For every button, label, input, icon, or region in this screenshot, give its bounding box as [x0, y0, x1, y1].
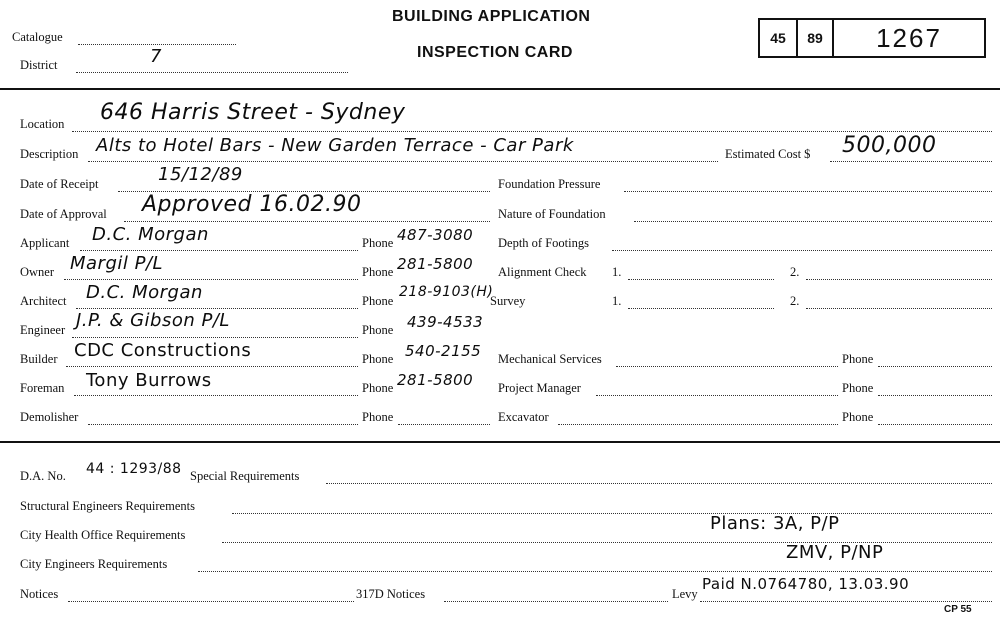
engineer-phone: 439-4533	[407, 313, 484, 331]
card-code: CP 55	[944, 604, 972, 615]
alignment-num2: 2.	[790, 265, 800, 279]
survey-line1	[628, 308, 774, 309]
rule-middle	[0, 441, 1000, 443]
levy-value: Paid N.0764780, 13.03.90	[702, 575, 910, 593]
owner-label: Owner	[20, 265, 55, 279]
excavator-phone-label: Phone	[842, 410, 874, 424]
structural-line	[232, 513, 992, 514]
foreman-phone: 281-5800	[397, 371, 474, 389]
location-value: 646 Harris Street - Sydney	[100, 100, 406, 125]
excavator-line	[558, 424, 838, 425]
architect-line	[76, 308, 358, 309]
card-number: 1267	[876, 22, 942, 53]
survey-line2	[806, 308, 992, 309]
levy-label: Levy	[672, 587, 698, 601]
architect-phone: 218-9103(H)	[399, 284, 494, 300]
builder-phone-label: Phone	[362, 352, 394, 366]
receipt-label: Date of Receipt	[20, 177, 99, 191]
engineer-line	[72, 337, 358, 338]
rule-top	[0, 88, 1000, 90]
foreman-value: Tony Burrows	[86, 370, 212, 391]
project-manager-phone-label: Phone	[842, 381, 874, 395]
applicant-phone: 487-3080	[397, 226, 474, 244]
engineer-label: Engineer	[20, 323, 66, 337]
estimated-cost-value: 500,000	[842, 133, 937, 158]
estimated-cost-label: Estimated Cost $	[725, 147, 811, 161]
approval-label: Date of Approval	[20, 207, 107, 221]
builder-phone: 540-2155	[405, 342, 482, 360]
architect-value: D.C. Morgan	[86, 282, 203, 303]
demolisher-line	[88, 424, 358, 425]
special-requirements-label: Special Requirements	[190, 469, 300, 483]
foundation-pressure-line	[624, 191, 992, 192]
district-label: District	[20, 58, 58, 72]
mechanical-label: Mechanical Services	[498, 352, 602, 366]
engineer-phone-label: Phone	[362, 323, 394, 337]
special-requirements-line	[326, 483, 992, 484]
ref-box-1: 45	[760, 20, 798, 56]
foundation-pressure-label: Foundation Pressure	[498, 177, 601, 191]
applicant-label: Applicant	[20, 236, 70, 250]
builder-value: CDC Constructions	[74, 340, 252, 361]
location-label: Location	[20, 117, 65, 131]
project-manager-line	[596, 395, 838, 396]
health-value: Plans: 3A, P/P	[710, 513, 840, 534]
nature-foundation-label: Nature of Foundation	[498, 207, 606, 221]
notices-317d-label: 317D Notices	[356, 587, 426, 601]
structural-label: Structural Engineers Requirements	[20, 499, 195, 513]
demolisher-phone-line	[398, 424, 490, 425]
catalogue-label: Catalogue	[12, 30, 63, 44]
levy-line	[700, 601, 992, 602]
nature-foundation-line	[634, 221, 992, 222]
receipt-value: 15/12/89	[158, 164, 243, 185]
applicant-value: D.C. Morgan	[92, 224, 209, 245]
notices-317d-line	[444, 601, 668, 602]
title-line1: BUILDING APPLICATION	[392, 8, 591, 25]
excavator-label: Excavator	[498, 410, 549, 424]
builder-line	[66, 366, 358, 367]
owner-value: Margil P/L	[70, 253, 164, 274]
city-engineers-line	[198, 571, 992, 572]
mechanical-phone-label: Phone	[842, 352, 874, 366]
district-line	[76, 72, 348, 73]
engineer-value: J.P. & Gibson P/L	[76, 310, 230, 331]
excavator-phone-line	[878, 424, 992, 425]
reference-boxes	[758, 18, 986, 58]
location-line	[72, 131, 992, 132]
ref-box-2: 89	[798, 20, 834, 56]
owner-line	[64, 279, 358, 280]
architect-phone-label: Phone	[362, 294, 394, 308]
estimated-cost-line	[830, 161, 992, 162]
demolisher-label: Demolisher	[20, 410, 79, 424]
applicant-phone-label: Phone	[362, 236, 394, 250]
demolisher-phone-label: Phone	[362, 410, 394, 424]
survey-label: Survey	[490, 294, 526, 308]
survey-num1: 1.	[612, 294, 622, 308]
health-label: City Health Office Requirements	[20, 528, 186, 542]
mechanical-line	[616, 366, 838, 367]
builder-label: Builder	[20, 352, 58, 366]
notices-line	[68, 601, 354, 602]
project-manager-phone-line	[878, 395, 992, 396]
notices-label: Notices	[20, 587, 59, 601]
description-line	[88, 161, 718, 162]
catalogue-line	[78, 44, 236, 45]
city-engineers-value: ZMV, P/NP	[786, 542, 884, 563]
survey-num2: 2.	[790, 294, 800, 308]
alignment-line2	[806, 279, 992, 280]
da-no-label: D.A. No.	[20, 469, 66, 483]
city-engineers-label: City Engineers Requirements	[20, 557, 168, 571]
project-manager-label: Project Manager	[498, 381, 581, 395]
district-value: 7	[150, 46, 162, 67]
foreman-line	[74, 395, 358, 396]
title-line2: INSPECTION CARD	[417, 44, 573, 61]
approval-line	[124, 221, 490, 222]
description-label: Description	[20, 147, 79, 161]
approval-value: Approved 16.02.90	[142, 192, 362, 217]
foreman-label: Foreman	[20, 381, 65, 395]
description-value: Alts to Hotel Bars - New Garden Terrace - Car Park	[96, 135, 574, 156]
alignment-line1	[628, 279, 774, 280]
da-no-value: 44 : 1293/88	[86, 461, 182, 477]
mechanical-phone-line	[878, 366, 992, 367]
depth-footings-label: Depth of Footings	[498, 236, 589, 250]
alignment-num1: 1.	[612, 265, 622, 279]
owner-phone: 281-5800	[397, 255, 474, 273]
architect-label: Architect	[20, 294, 67, 308]
alignment-check-label: Alignment Check	[498, 265, 587, 279]
depth-footings-line	[612, 250, 992, 251]
foreman-phone-label: Phone	[362, 381, 394, 395]
applicant-line	[80, 250, 358, 251]
owner-phone-label: Phone	[362, 265, 394, 279]
